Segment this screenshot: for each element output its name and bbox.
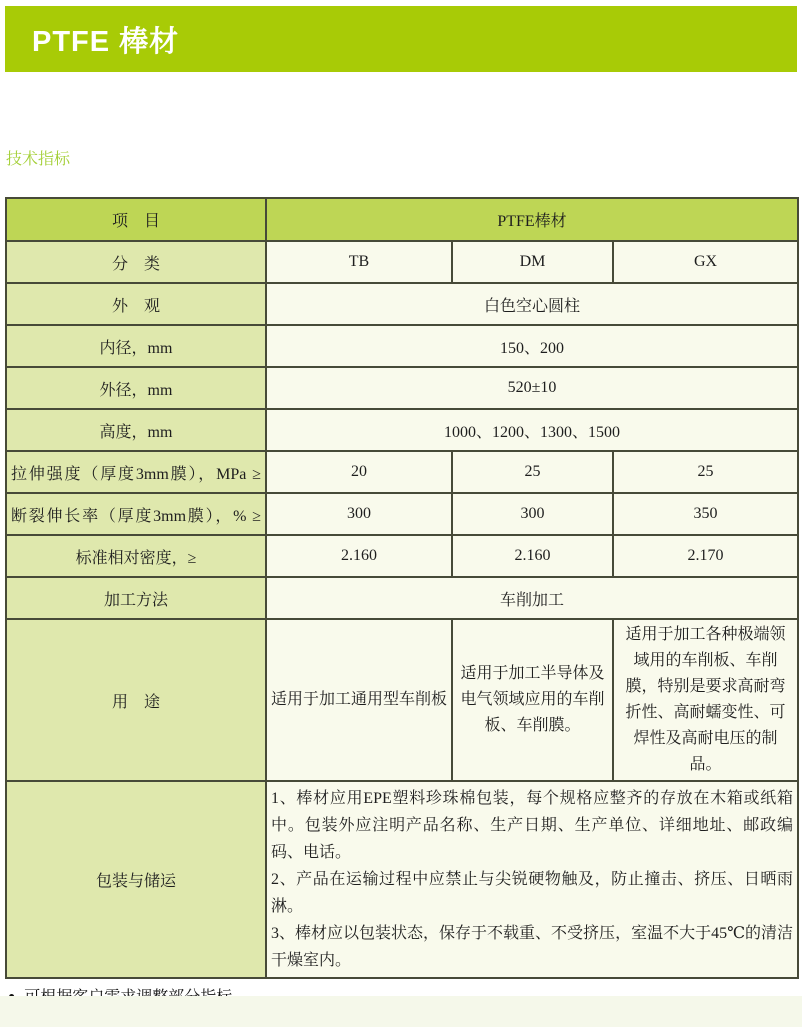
cell-appearance-value: 白色空心圆柱 xyxy=(266,283,798,325)
footer-bar xyxy=(0,996,802,1027)
row-label-outer-diameter: 外径，mm xyxy=(6,367,266,409)
row-inner-diameter xyxy=(6,325,798,367)
row-label-height: 高度，mm xyxy=(6,409,266,451)
row-label-elongation: 断裂伸长率（厚度3mm膜），% ≥ xyxy=(6,493,266,535)
row-label-packaging: 包装与储运 xyxy=(6,781,266,978)
cell-item-value: PTFE棒材 xyxy=(266,198,798,241)
row-processing-method xyxy=(6,577,798,619)
row-tensile-strength xyxy=(6,451,798,493)
page-banner xyxy=(5,6,797,72)
cell-category-dm: DM xyxy=(452,241,613,283)
row-label-processing-method: 加工方法 xyxy=(6,577,266,619)
row-usage xyxy=(6,619,798,781)
row-label-density: 标准相对密度，≥ xyxy=(6,535,266,577)
cell-density-tb: 2.160 xyxy=(266,535,452,577)
row-density xyxy=(6,535,798,577)
row-label-category: 分 类 xyxy=(6,241,266,283)
cell-inner-diameter-value: 150、200 xyxy=(266,325,798,367)
cell-density-gx: 2.170 xyxy=(613,535,798,577)
cell-processing-method-value: 车削加工 xyxy=(266,577,798,619)
row-label-tensile-strength: 拉伸强度（厚度3mm膜），MPa ≥ xyxy=(6,451,266,493)
packaging-paragraph-1: 1、棒材应用EPE塑料珍珠棉包装，每个规格应整齐的存放在木箱或纸箱中。包装外应注明产品名称、生产日期、生产单位、详细地址、邮政编码、电话。 xyxy=(271,790,793,861)
cell-tensile-gx: 25 xyxy=(613,451,798,493)
row-packaging xyxy=(6,781,798,978)
cell-packaging-value xyxy=(266,781,798,978)
cell-elongation-dm: 300 xyxy=(452,493,613,535)
cell-density-dm: 2.160 xyxy=(452,535,613,577)
row-label-usage: 用 途 xyxy=(6,619,266,781)
cell-elongation-gx: 350 xyxy=(613,493,798,535)
packaging-paragraph-3: 3、棒材应以包装状态，保存于不载重、不受挤压，室温不大于45℃的清洁干燥室内。 xyxy=(271,925,793,969)
row-outer-diameter xyxy=(6,367,798,409)
cell-category-gx: GX xyxy=(613,241,798,283)
row-category xyxy=(6,241,798,283)
cell-usage-tb: 适用于加工通用型车削板 xyxy=(266,619,452,781)
page-title: PTFE 棒材 xyxy=(32,25,180,58)
section-title: 技术指标 xyxy=(6,151,71,168)
row-item xyxy=(6,198,798,241)
spec-table xyxy=(5,197,799,979)
row-appearance xyxy=(6,283,798,325)
cell-height-value: 1000、1200、1300、1500 xyxy=(266,409,798,451)
cell-outer-diameter-value: 520±10 xyxy=(266,367,798,409)
cell-elongation-tb: 300 xyxy=(266,493,452,535)
cell-category-tb: TB xyxy=(266,241,452,283)
row-label-inner-diameter: 内径，mm xyxy=(6,325,266,367)
cell-tensile-tb: 20 xyxy=(266,451,452,493)
row-label-item: 项 目 xyxy=(6,198,266,241)
cell-usage-gx: 适用于加工各种极端领域用的车削板、车削膜，特别是要求高耐弯折性、高耐蠕变性、可焊性及高耐电压的制品。 xyxy=(613,619,798,781)
row-label-appearance: 外 观 xyxy=(6,283,266,325)
cell-usage-dm: 适用于加工半导体及电气领域应用的车削板、车削膜。 xyxy=(452,619,613,781)
row-height xyxy=(6,409,798,451)
cell-tensile-dm: 25 xyxy=(452,451,613,493)
row-elongation xyxy=(6,493,798,535)
packaging-paragraph-2: 2、产品在运输过程中应禁止与尖锐硬物触及，防止撞击、挤压、日晒雨淋。 xyxy=(271,871,793,915)
